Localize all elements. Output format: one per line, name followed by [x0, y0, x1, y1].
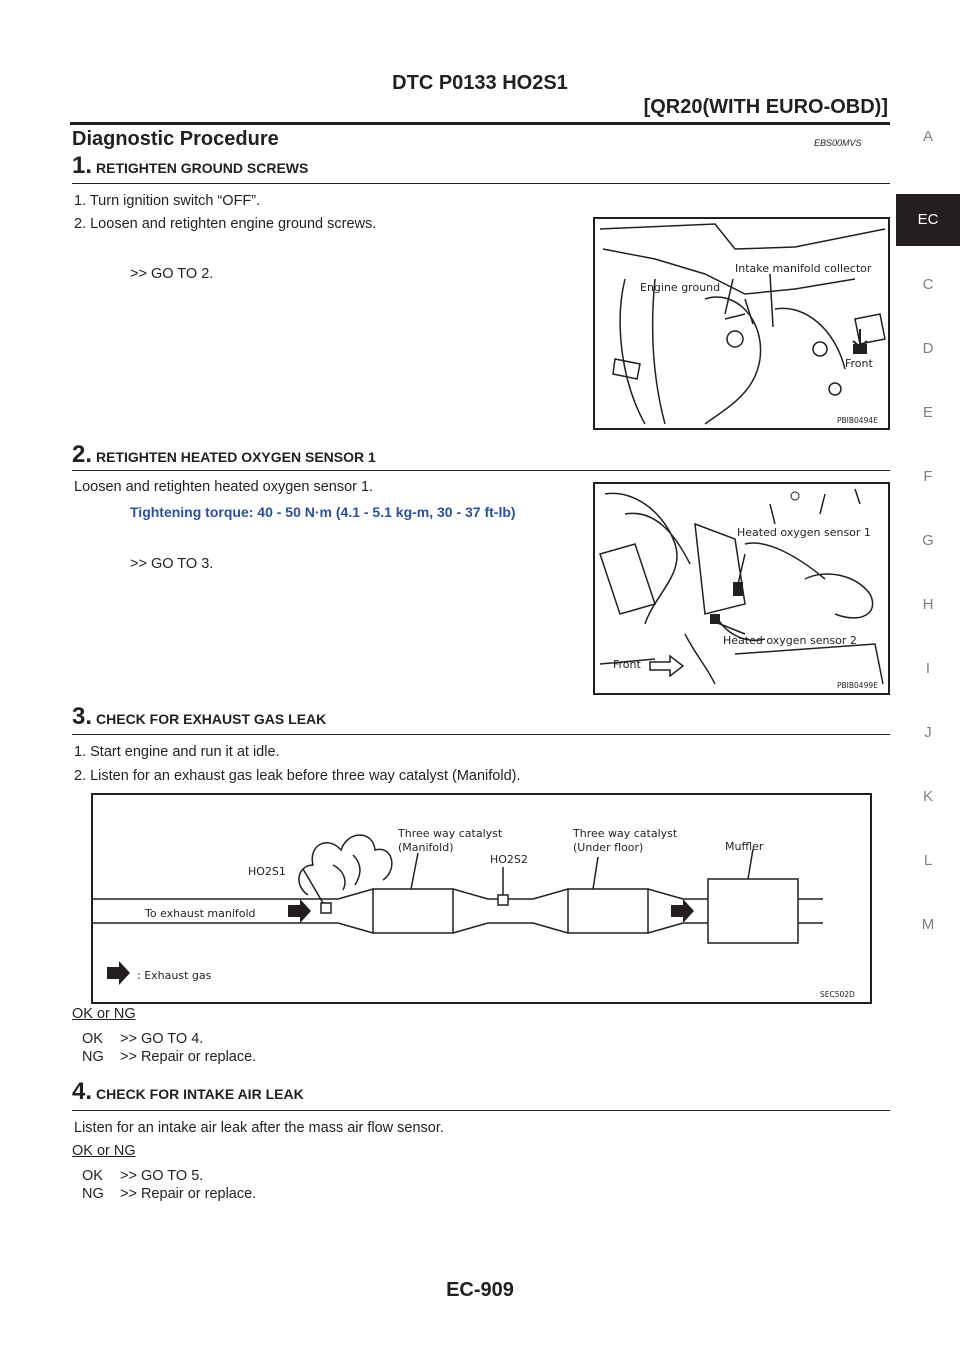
section-index-tabs [896, 96, 960, 996]
label-intake-manifold-collector: Intake manifold collector [735, 262, 872, 275]
step-4-line-1: Listen for an intake air leak after the mass air flow sensor. [74, 1120, 444, 1136]
label-twc-underfloor-1: Three way catalyst [573, 827, 678, 840]
figure-code-2: PBIB0499E [837, 681, 878, 690]
step-3-heading [72, 703, 326, 731]
step-1-goto: >> GO TO 2. [130, 266, 214, 282]
label-twc-manifold-1: Three way catalyst [398, 827, 503, 840]
label-ho2s1: HO2S1 [248, 865, 286, 878]
step-4-rule [72, 1110, 890, 1111]
label-twc-underfloor-2: (Under floor) [573, 841, 644, 854]
label-front-2: Front [613, 658, 641, 671]
step-3-rule [72, 734, 890, 735]
section-title: Diagnostic Procedure [72, 128, 279, 150]
tab-l[interactable]: L [923, 852, 933, 869]
step-3-line-2: 2. Listen for an exhaust gas leak before three way catalyst (Manifold). [74, 768, 521, 784]
result-value: >> GO TO 5. [120, 1168, 204, 1184]
result-key: OK [82, 1031, 103, 1047]
step-1-line-2: 2. Loosen and retighten engine ground screws. [74, 216, 377, 232]
step-2-rule [72, 470, 890, 471]
label-exhaust-gas-legend: : Exhaust gas [137, 969, 212, 982]
step-2-number: 2. [72, 441, 93, 468]
oxygen-sensor-illustration [595, 484, 888, 693]
step-2-torque: Tightening torque: 40 - 50 N·m (4.1 - 5.1 kg-m, 30 - 37 ft-lb) [130, 504, 516, 520]
label-ho2s2: HO2S2 [490, 853, 528, 866]
engine-ground-illustration [595, 219, 888, 428]
step-1-line-1: 1. Turn ignition switch “OFF”. [74, 193, 261, 209]
label-heated-oxygen-sensor-2: Heated oxygen sensor 2 [723, 634, 857, 647]
step-1-title: RETIGHTEN GROUND SCREWS [96, 160, 309, 176]
step-4-heading [72, 1078, 304, 1106]
label-twc-manifold-2: (Manifold) [398, 841, 454, 854]
label-muffler: Muffler [725, 840, 764, 853]
step-3-result-ok [82, 1031, 203, 1048]
tab-g[interactable]: G [922, 532, 934, 549]
result-value: >> GO TO 4. [120, 1031, 204, 1047]
step-3-ok-or-ng: OK or NG [72, 1006, 136, 1022]
step-4-title: CHECK FOR INTAKE AIR LEAK [96, 1086, 304, 1102]
figure-oxygen-sensors [593, 482, 890, 695]
tab-j[interactable]: J [924, 724, 932, 741]
step-1-rule [72, 183, 890, 184]
result-value: >> Repair or replace. [120, 1049, 257, 1065]
legend-arrow-icon [107, 961, 130, 985]
tab-i[interactable]: I [925, 660, 931, 677]
label-engine-ground: Engine ground [640, 281, 721, 294]
figure-exhaust-system [91, 793, 872, 1004]
tab-c[interactable]: C [922, 276, 934, 293]
step-1-heading [72, 152, 308, 180]
result-key: OK [82, 1168, 103, 1184]
step-4-result-ng [82, 1186, 256, 1203]
label-to-exhaust-manifold: To exhaust manifold [145, 907, 256, 920]
label-heated-oxygen-sensor-1: Heated oxygen sensor 1 [737, 526, 871, 539]
tab-a[interactable]: A [922, 128, 933, 145]
figure-engine-ground [593, 217, 890, 430]
figure-code-3: SEC502D [820, 990, 855, 999]
tab-e[interactable]: E [922, 404, 933, 421]
tab-f[interactable]: F [923, 468, 933, 485]
header-rule [70, 122, 890, 125]
exhaust-system-diagram [93, 795, 870, 1002]
step-2-goto: >> GO TO 3. [130, 556, 214, 572]
step-2-line-1: Loosen and retighten heated oxygen sensor 1. [74, 479, 374, 495]
tab-k[interactable]: K [922, 788, 933, 805]
tab-h[interactable]: H [922, 596, 934, 613]
label-front-1: Front [845, 357, 873, 370]
figure-code-1: PBIB0494E [837, 416, 878, 425]
step-2-title: RETIGHTEN HEATED OXYGEN SENSOR 1 [96, 449, 376, 465]
step-4-ok-or-ng: OK or NG [72, 1143, 136, 1159]
exhaust-arrow-icon [671, 899, 694, 923]
step-3-title: CHECK FOR EXHAUST GAS LEAK [96, 711, 327, 727]
step-1-number: 1. [72, 152, 93, 179]
page-header-subtitle: [QR20(WITH EURO-OBD)] [643, 96, 888, 118]
tab-d[interactable]: D [922, 340, 934, 357]
tab-ec[interactable]: EC [896, 194, 960, 246]
tab-m[interactable]: M [921, 916, 935, 933]
page-number: EC-909 [446, 1279, 514, 1301]
result-value: >> Repair or replace. [120, 1186, 257, 1202]
result-key: NG [82, 1049, 104, 1065]
section-code: EBS00MVS [814, 138, 862, 148]
step-3-result-ng [82, 1049, 256, 1066]
page-header-title: DTC P0133 HO2S1 [392, 72, 568, 94]
step-2-heading [72, 441, 376, 469]
step-4-number: 4. [72, 1078, 93, 1105]
step-3-line-1: 1. Start engine and run it at idle. [74, 744, 280, 760]
exhaust-arrow-icon [288, 899, 311, 923]
result-key: NG [82, 1186, 104, 1202]
step-4-result-ok [82, 1168, 203, 1185]
step-3-number: 3. [72, 703, 93, 730]
